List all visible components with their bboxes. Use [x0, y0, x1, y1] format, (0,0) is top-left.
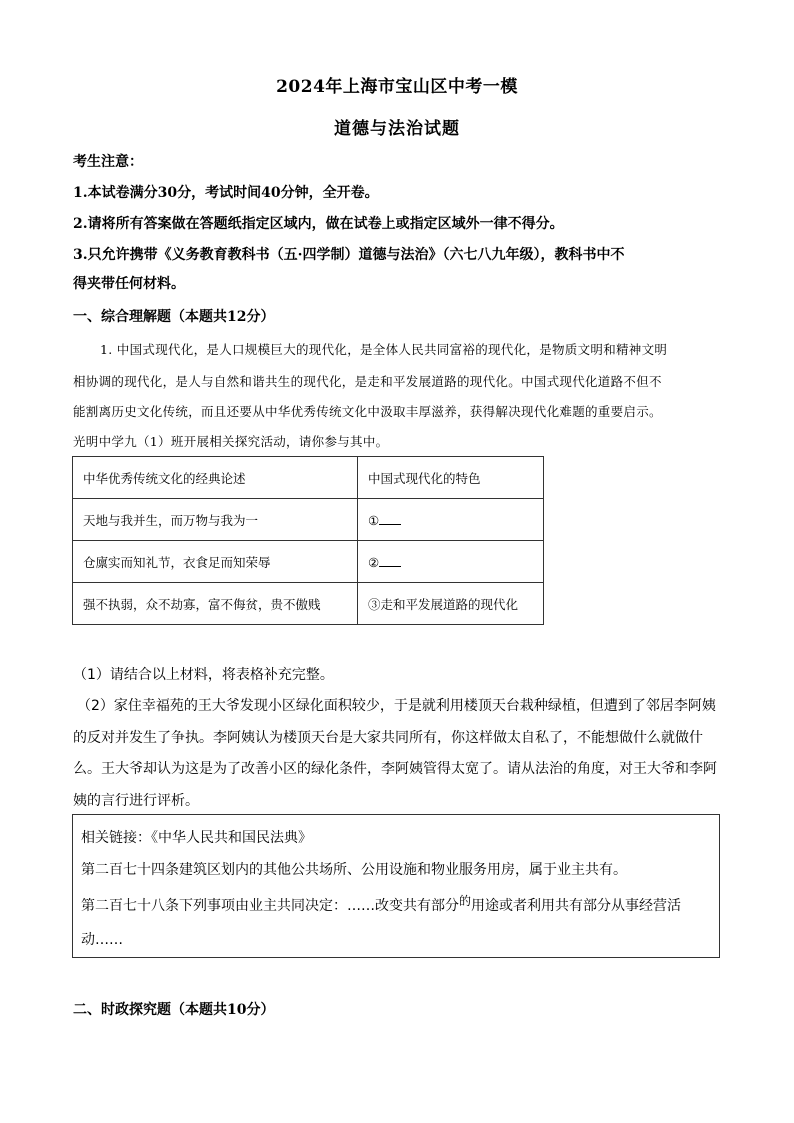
material-line: 相协调的现代化，是人与自然和谐共生的现代化，是走和平发展道路的现代化。中国式现代化道路不但不 [73, 374, 662, 389]
answer-marker: ① [368, 512, 380, 528]
table-header: 中华优秀传统文化的经典论述 [73, 457, 358, 499]
culture-table [72, 456, 544, 625]
table-cell: 天地与我并生，而万物与我为一 [73, 499, 358, 541]
link-title: 相关链接：《中华人民共和国民法典》 [81, 830, 312, 846]
law-article-part: 用途或者利用共有部分从事经营活 [471, 898, 682, 914]
material-line: 1. 中国式现代化，是人口规模巨大的现代化，是全体人民共同富裕的现代化，是物质文明和精神文明 [100, 342, 668, 357]
table-cell: 强不执弱，众不劫寡，富不侮贫，贵不傲贱 [73, 583, 358, 625]
law-article: 第二百七十四条建筑区划内的其他公共场所、公用设施和物业服务用房，属于业主共有。 [81, 862, 627, 878]
table-row [73, 583, 544, 625]
notice-item: 3.只允许携带《义务教育教科书（五·四学制）道德与法治》（六七八九年级），教科书中不 [73, 247, 625, 263]
exam-title: 2024年上海市宝山区中考一模 [276, 77, 518, 97]
answer-marker: ② [368, 554, 380, 570]
answer-blank [379, 554, 401, 567]
section1-heading: 一、综合理解题（本题共12分） [73, 309, 275, 325]
material-line: 能割离历史文化传统，而且还要从中华优秀传统文化中汲取丰厚滋养，获得解决现代化难题的重要启示。 [73, 404, 662, 419]
material-line: 光明中学九（1）班开展相关探究活动，请你参与其中。 [73, 434, 389, 449]
related-link-box [72, 814, 720, 958]
notice-heading: 考生注意： [73, 154, 143, 170]
table-cell-answer [358, 541, 544, 583]
law-article-end: 动…… [81, 932, 123, 948]
question-2-line: （2）家住幸福苑的王大爷发现小区绿化面积较少，于是就利用楼顶天台栽种绿植，但遭到了邻居李阿姨 [77, 698, 716, 714]
notice-item: 1.本试卷满分30分，考试时间40分钟，全开卷。 [73, 185, 379, 201]
law-article-part: 第二百七十八条下列事项由业主共同决定：……改变共有部分 [81, 898, 459, 914]
law-article-part: 的 [459, 894, 472, 908]
table-row [73, 499, 544, 541]
table-row [73, 541, 544, 583]
table-header-row [73, 457, 544, 499]
law-article [81, 895, 681, 915]
section2-heading: 二、时政探究题（本题共10分） [73, 1002, 275, 1018]
notice-item: 2.请将所有答案做在答题纸指定区域内，做在试卷上或指定区域外一律不得分。 [73, 216, 564, 232]
table-cell: 仓廪实而知礼节，衣食足而知荣辱 [73, 541, 358, 583]
notice-item: 得夹带任何材料。 [73, 276, 185, 292]
answer-blank [379, 512, 401, 525]
exam-subtitle: 道德与法治试题 [334, 119, 460, 139]
question-1: （1）请结合以上材料，将表格补充完整。 [73, 667, 334, 683]
table-cell-answer [358, 499, 544, 541]
question-2-line: 么。王大爷却认为这是为了改善小区的绿化条件，李阿姨管得太宽了。请从法治的角度，对王大爷和李阿 [73, 761, 717, 777]
question-2-line: 姨的言行进行评析。 [73, 793, 199, 809]
table-cell: ③走和平发展道路的现代化 [358, 583, 544, 625]
table-header: 中国式现代化的特色 [358, 457, 544, 499]
question-2-line: 的反对并发生了争执。李阿姨认为楼顶天台是大家共同所有，你这样做太自私了，不能想做什么就做什 [73, 730, 703, 746]
